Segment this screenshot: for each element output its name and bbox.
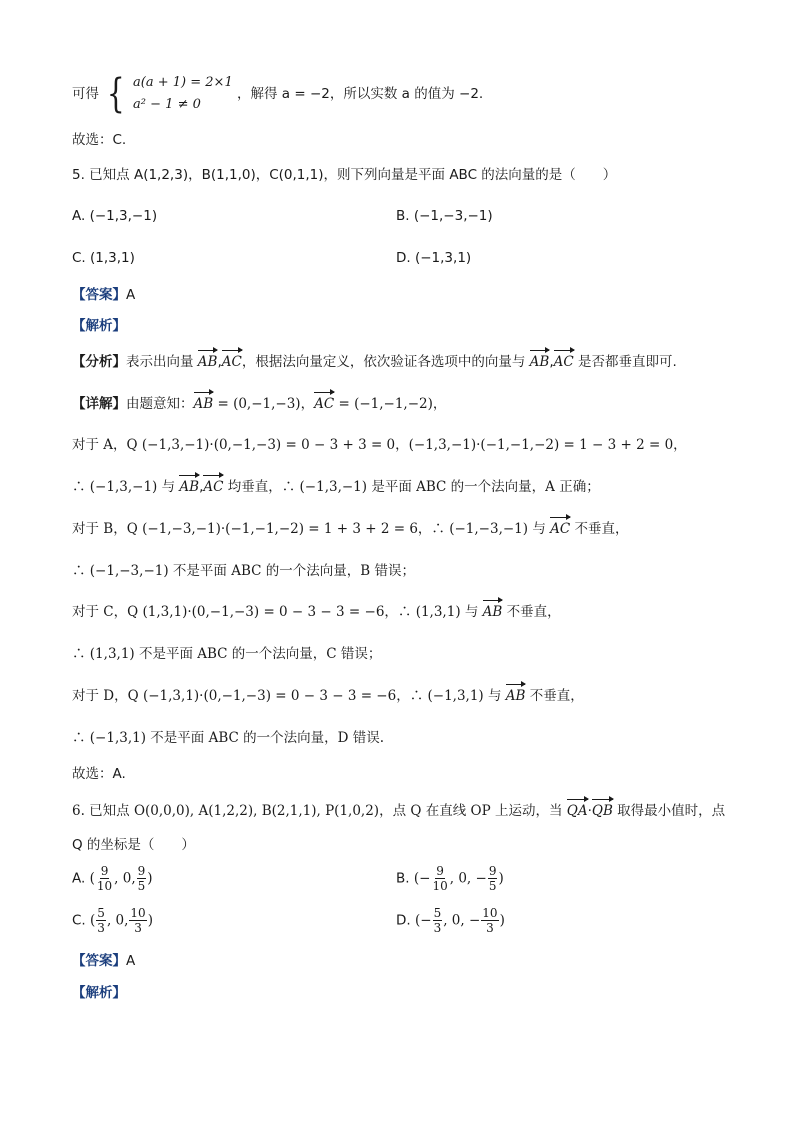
jiexi-tag: 【解析】 <box>72 318 126 334</box>
row-text: ∴ (−1,3,−1) 与 <box>72 479 180 495</box>
equation-system <box>133 72 233 116</box>
text-lead: 可得 <box>72 86 99 102</box>
fraction: $\frac{5}{3}$ <box>97 906 105 935</box>
q5-row-a1: 对于 A，Q (−1,3,−1)·(0,−1,−3) = 0 − 3 + 3 = 0，(−1,3,−1)·(−1,−1,−2) = 1 − 3 + 2 = 0， <box>72 437 687 453</box>
q5-row-d1 <box>72 686 584 706</box>
q6-stem-text-2: 取得最小值时，点 <box>612 803 726 819</box>
detail-text-2: = (0,−1,−3)， <box>213 396 315 412</box>
brace-symbol: { <box>107 71 125 117</box>
fraction: $\frac{9}{5}$ <box>137 864 146 893</box>
detail-tag: 【详解】 <box>72 396 126 412</box>
fraction: $\frac{10}{3}$ <box>482 906 498 935</box>
detail-text-1: 由题意知： <box>126 396 194 412</box>
q5-option-a: A. (−1,3,−1) <box>72 208 158 224</box>
q5-end: 故选：A. <box>72 766 126 782</box>
solution-line-system <box>72 72 483 116</box>
vector-ab: AB <box>193 396 214 412</box>
analysis-text-3: 是否都垂直即可. <box>573 354 677 370</box>
row-text: 对于 B，Q (−1,−3,−1)·(−1,−1,−2) = 1 + 3 + 2 = 6，∴ (−1,−3,−1) 与 <box>72 521 551 537</box>
answer-tag: 【答案】 <box>72 953 126 969</box>
equation-1: a(a + 1) = 2×1 <box>133 75 233 90</box>
vector-ab: AB <box>482 604 503 620</box>
row-text: 对于 C，Q (1,3,1)·(0,−1,−3) = 0 − 3 − 3 = −6，∴ (1,3,1) 与 <box>72 604 483 620</box>
q5-jiexi <box>72 316 126 336</box>
q5-analysis <box>72 352 677 372</box>
row-text: 均垂直，∴ (−1,3,−1) 是平面 ABC 的一个法向量，A 正确； <box>223 479 600 495</box>
text-tail: ，解得 a = −2，所以实数 a 的值为 −2. <box>237 86 484 102</box>
vector-ab: AB <box>529 354 550 370</box>
q6-stem <box>72 801 725 821</box>
q6-option-b <box>396 864 504 893</box>
row-text: 对于 D，Q (−1,3,1)·(0,−1,−3) = 0 − 3 − 3 = −6，∴ (−1,3,1) 与 <box>72 688 506 704</box>
fraction: $\frac{9}{5}$ <box>488 864 497 893</box>
q5-stem: 5. 已知点 A(1,2,3)，B(1,1,0)，C(0,1,1)，则下列向量是平面 ABC 的法向量的是（ ） <box>72 167 617 183</box>
option-mid: , 0, − <box>443 912 481 929</box>
vector-ac: AC <box>203 479 224 495</box>
paren: ( <box>89 870 95 887</box>
vector-ac: AC <box>221 354 242 370</box>
q6-option-c <box>72 906 153 935</box>
q6-stem-line2: Q 的坐标是（ ） <box>72 837 195 853</box>
q6-answer <box>72 951 135 971</box>
sep: , <box>199 479 204 495</box>
choice-line-c: 故选：C. <box>72 132 127 148</box>
q5-row-b1 <box>72 519 629 539</box>
jiexi-tag: 【解析】 <box>72 985 126 1001</box>
paren: (− <box>414 912 432 929</box>
vector-ac: AC <box>550 521 571 537</box>
option-mid: , 0, <box>106 912 129 929</box>
q5-detail <box>72 394 446 414</box>
sep: , <box>217 354 222 370</box>
row-text: 不垂直， <box>525 688 584 704</box>
option-label: A. <box>72 870 86 887</box>
vector-ab: AB <box>197 354 218 370</box>
vector-ab: AB <box>505 688 526 704</box>
paren: ( <box>90 912 96 929</box>
equation-2: a² − 1 ≠ 0 <box>133 97 201 112</box>
fraction: $\frac{9}{10}$ <box>432 864 448 893</box>
answer-tag: 【答案】 <box>72 287 126 303</box>
vector-ac: AC <box>553 354 574 370</box>
dot-symbol: · <box>587 803 592 819</box>
fraction: $\frac{9}{10}$ <box>96 864 113 893</box>
analysis-tag: 【分析】 <box>72 354 126 370</box>
paren: ) <box>498 870 504 887</box>
q5-option-d: D. (−1,3,1) <box>396 250 472 266</box>
fraction: $\frac{10}{3}$ <box>130 906 146 935</box>
q6-option-a <box>72 864 153 893</box>
answer-value: A <box>126 953 136 969</box>
paren: ) <box>147 870 153 887</box>
q5-row-c1 <box>72 602 561 622</box>
detail-text-3: = (−1,−1,−2)， <box>334 396 447 412</box>
sep: , <box>549 354 554 370</box>
analysis-text-2: ，根据法向量定义，依次验证各选项中的向量与 <box>241 354 530 370</box>
option-label: C. <box>72 912 86 929</box>
q5-row-b2: ∴ (−1,−3,−1) 不是平面 ABC 的一个法向量，B 错误； <box>72 563 415 579</box>
row-text: 不垂直， <box>570 521 629 537</box>
row-text: 不垂直， <box>502 604 561 620</box>
q5-row-d2: ∴ (−1,3,1) 不是平面 ABC 的一个法向量，D 错误. <box>72 730 385 746</box>
option-mid: , 0, <box>114 870 136 887</box>
fraction: $\frac{5}{3}$ <box>433 906 442 935</box>
paren: ) <box>147 912 153 929</box>
vector-qa: QA <box>566 803 588 819</box>
q5-row-c2: ∴ (1,3,1) 不是平面 ABC 的一个法向量，C 错误； <box>72 646 382 662</box>
paren: ) <box>499 912 505 929</box>
q5-answer <box>72 285 135 305</box>
option-mid: , 0, − <box>449 870 487 887</box>
q6-stem-text-1: 6. 已知点 O(0,0,0), A(1,2,2), B(2,1,1), P(1,0,2)，点 Q 在直线 OP 上运动，当 <box>72 803 567 819</box>
vector-ab: AB <box>179 479 200 495</box>
q6-option-d <box>396 906 505 935</box>
paren: (− <box>413 870 431 887</box>
q5-option-c: C. (1,3,1) <box>72 250 135 266</box>
answer-value: A <box>126 287 136 303</box>
q6-jiexi <box>72 983 126 1003</box>
q5-option-b: B. (−1,−3,−1) <box>396 208 493 224</box>
analysis-text-1: 表示出向量 <box>126 354 198 370</box>
vector-qb: QB <box>591 803 613 819</box>
q5-row-a2 <box>72 477 600 497</box>
vector-ac: AC <box>314 396 335 412</box>
option-label: B. <box>396 870 410 887</box>
option-label: D. <box>396 912 411 929</box>
